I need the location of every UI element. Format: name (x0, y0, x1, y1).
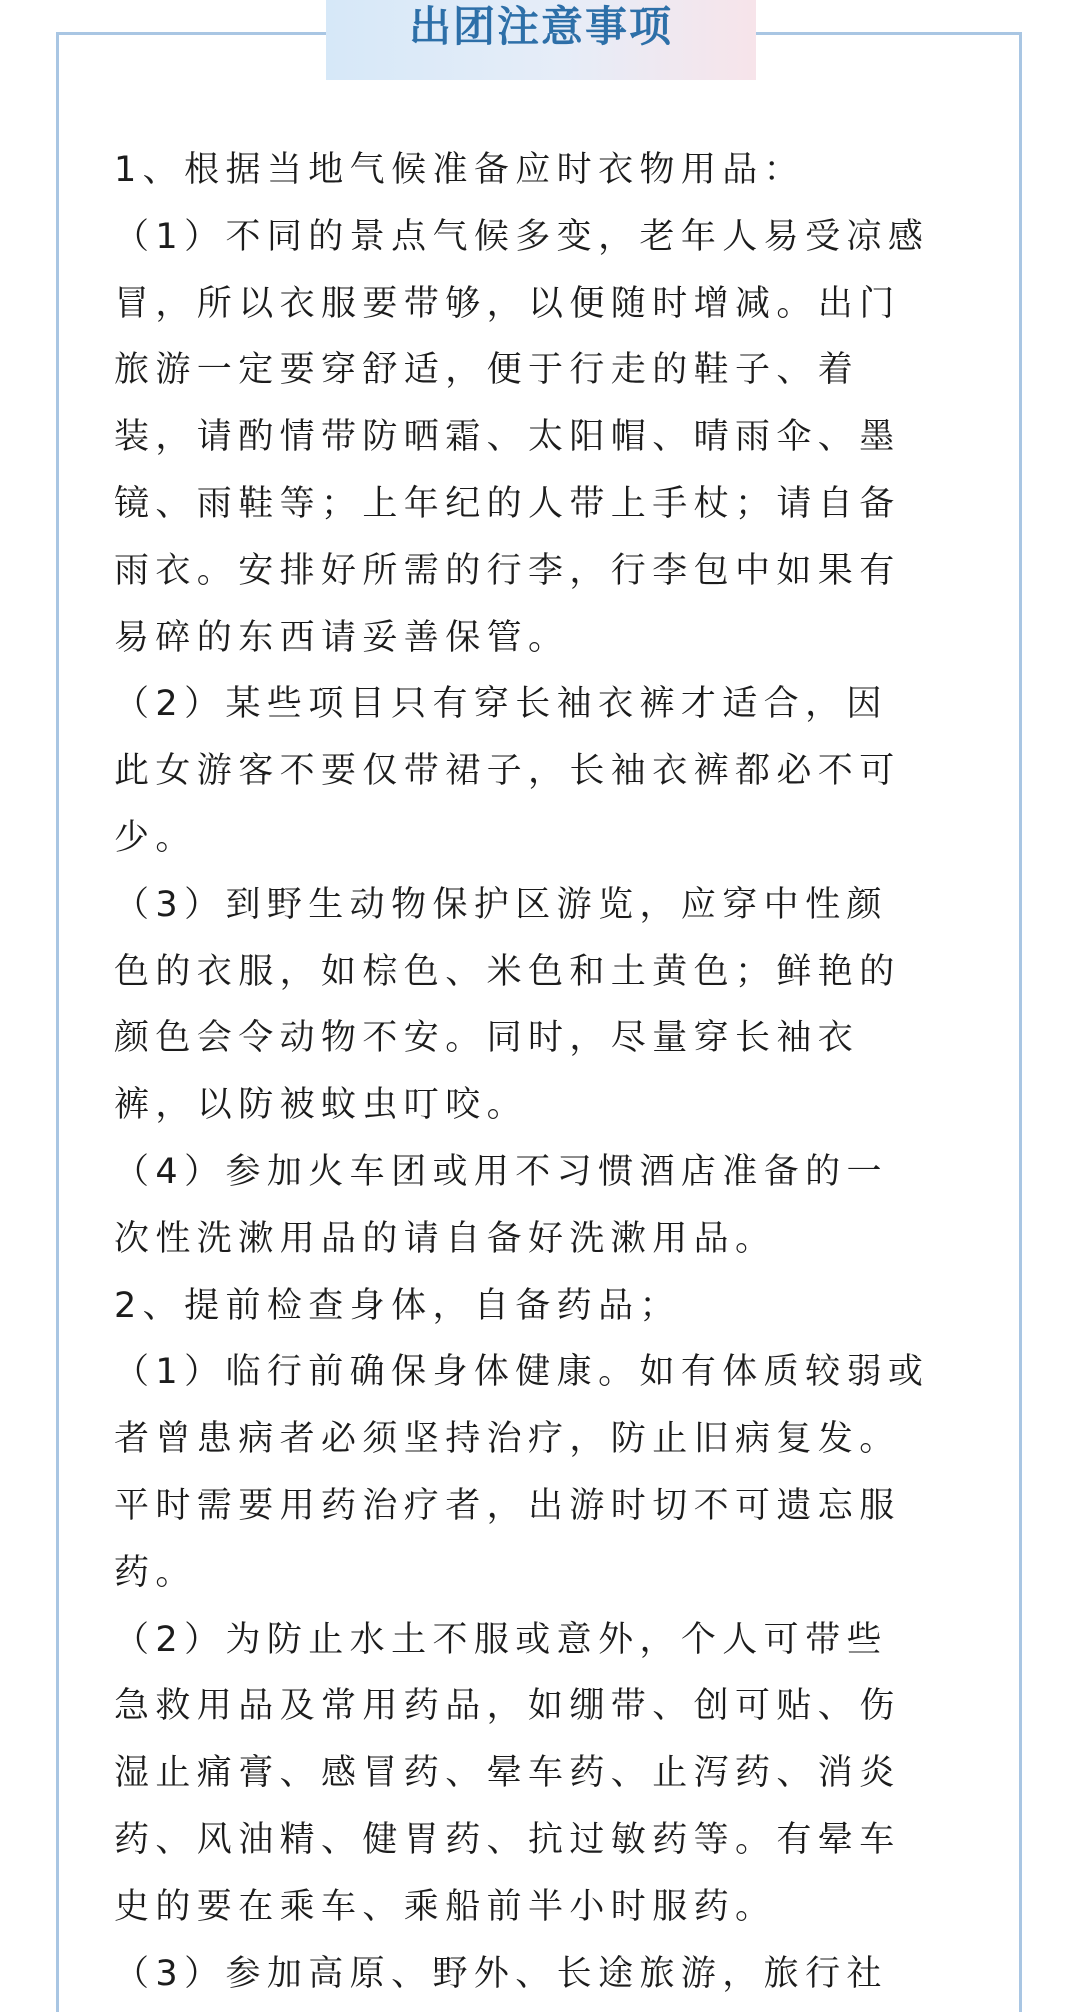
text-line: 裤，以防被蚊虫叮咬。 (114, 1085, 529, 1126)
text-line: 色的衣服，如棕色、米色和土黄色；鲜艳的 (114, 951, 901, 992)
text-line: 此女游客不要仅带裙子，长袖衣裤都必不可 (114, 751, 901, 792)
text-line: （1）临行前确保身体健康。如有体质较弱或 (114, 1352, 930, 1393)
text-line: 易碎的东西请妥善保管。 (114, 617, 570, 658)
text-line: （4）参加火车团或用不习惯酒店准备的一 (114, 1151, 888, 1192)
text-line: 颜色会令动物不安。同时，尽量穿长袖衣 (114, 1018, 860, 1059)
text-line: 湿止痛膏、感冒药、晕车药、止泻药、消炎 (114, 1753, 901, 1794)
title-banner (326, 0, 756, 80)
text-line: （3）参加高原、野外、长途旅游，旅行社 (114, 1953, 888, 1994)
text-line: （2）某些项目只有穿长袖衣裤才适合，因 (114, 684, 888, 725)
text-line: （3）到野生动物保护区游览，应穿中性颜 (114, 884, 888, 925)
text-line: 1、根据当地气候准备应时衣物用品： (114, 150, 806, 190)
text-line: 史的要在乘车、乘船前半小时服药。 (114, 1886, 777, 1927)
text-line: 镜、雨鞋等；上年纪的人带上手杖；请自备 (114, 483, 901, 524)
text-line: 急救用品及常用药品，如绷带、创可贴、伤 (114, 1686, 901, 1727)
text-line: 旅游一定要穿舒适，便于行走的鞋子、着 (114, 350, 860, 391)
page-title: 出团注意事项 (408, 2, 673, 51)
text-line: 雨衣。安排好所需的行李，行李包中如果有 (114, 550, 901, 591)
text-line: （1）不同的景点气候多变，老年人易受凉感 (114, 216, 930, 257)
text-line: 冒，所以衣服要带够，以便随时增减。出门 (114, 283, 901, 324)
text-line: 平时需要用药治疗者，出游时切不可遗忘服 (114, 1485, 901, 1526)
notice-body (114, 137, 974, 2007)
text-line: 药、风油精、健胃药、抗过敏药等。有晕车 (114, 1819, 901, 1860)
text-line: 2、提前检查身体，自备药品； (114, 1285, 681, 1326)
text-line: 装，请酌情带防晒霜、太阳帽、晴雨伞、墨 (114, 417, 901, 458)
text-line: 次性洗漱用品的请自备好洗漱用品。 (114, 1218, 777, 1259)
text-line: 者曾患病者必须坚持治疗，防止旧病复发。 (114, 1419, 901, 1460)
text-line: 药。 (114, 1552, 197, 1593)
text-line: （2）为防止水土不服或意外，个人可带些 (114, 1619, 888, 1660)
text-line: 少。 (114, 817, 197, 858)
